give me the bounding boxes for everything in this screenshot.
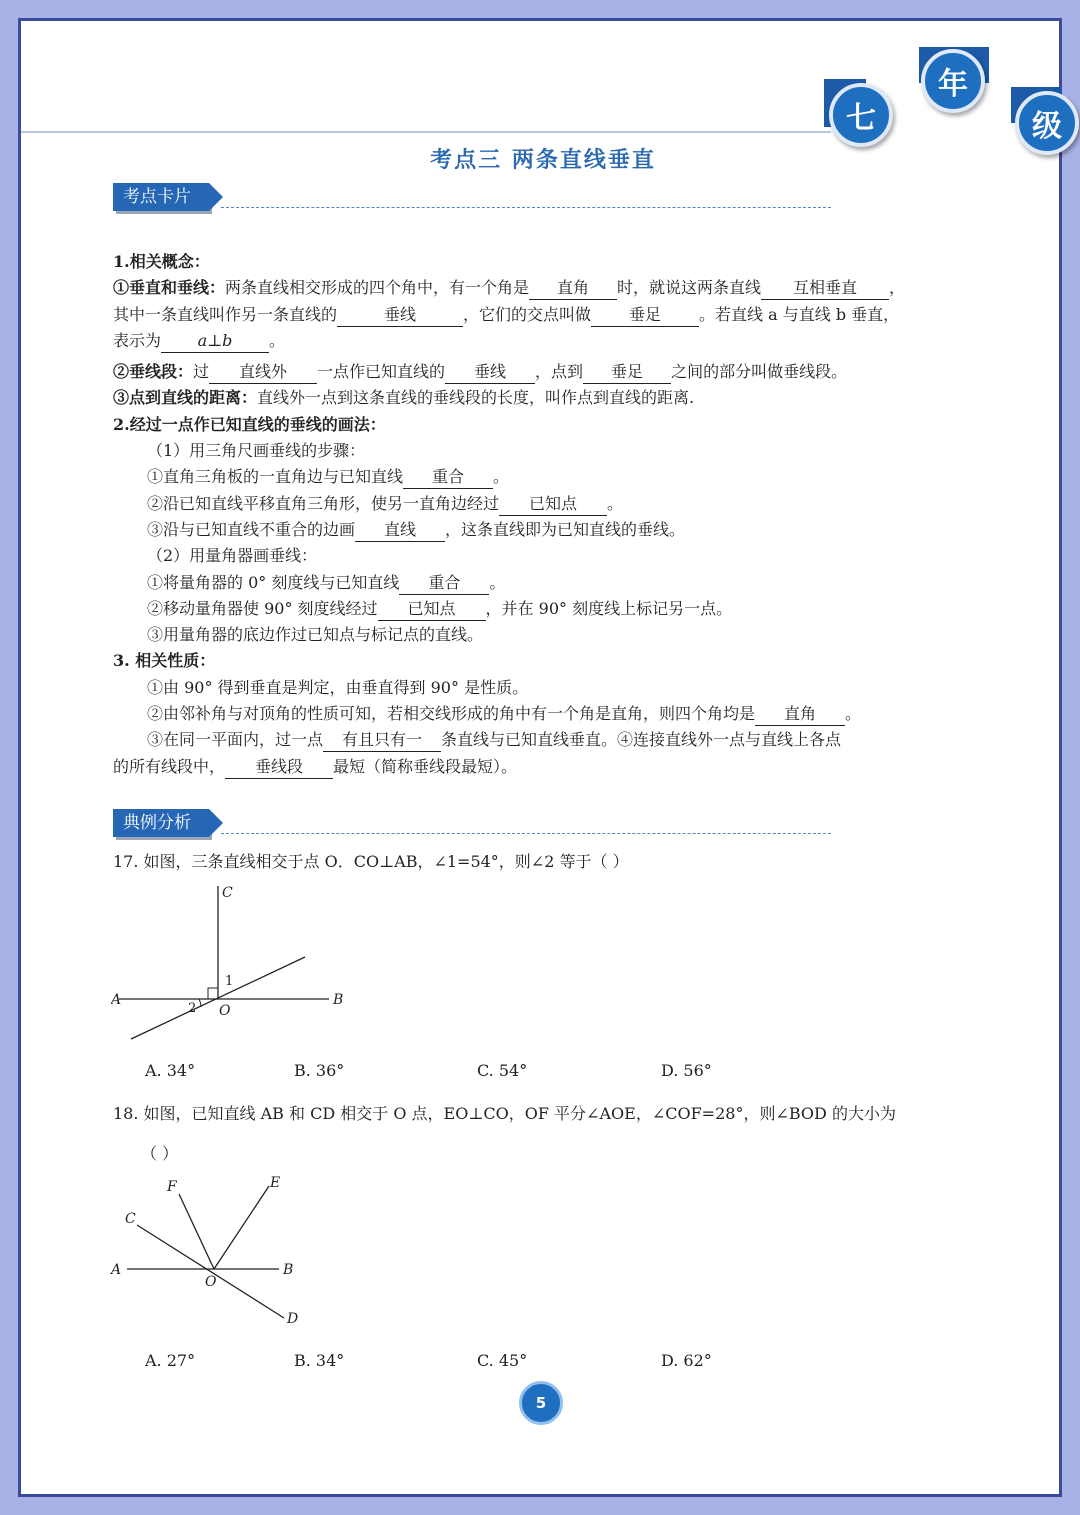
q18-option-d[interactable]: D. 62° <box>661 1351 712 1370</box>
figure-q18 <box>109 1176 329 1336</box>
text: 其中一条直线叫作另一条直线的 <box>113 304 338 324</box>
term-distance: ③点到直线的距离： <box>113 388 258 408</box>
text: （1）用三角尺画垂线的步骤： <box>147 441 366 461</box>
text: ，这条直线即为已知直线的垂线。 <box>445 519 686 539</box>
text: 。若直线 a 与直线 b 垂直， <box>699 304 900 324</box>
answer-blank: 垂线 <box>337 304 463 327</box>
answer-blank: 重合 <box>403 466 493 489</box>
line-cd <box>137 1225 284 1318</box>
text: 。 <box>607 493 624 513</box>
term-perpendicular-segment: ②垂线段： <box>113 362 194 382</box>
text: 表示为 <box>113 330 162 350</box>
label-o: O <box>205 1274 217 1290</box>
answer-blank: a⊥b <box>161 330 269 353</box>
q18-option-a[interactable]: A. 27° <box>145 1351 196 1370</box>
label-a: A <box>111 1262 122 1278</box>
answer-blank: 重合 <box>399 572 489 595</box>
section-divider <box>221 833 831 834</box>
figure-q17 <box>111 881 351 1041</box>
heading-drawing: 2.经过一点作已知直线的垂线的画法： <box>113 414 386 434</box>
answer-blank: 垂线 <box>445 361 535 384</box>
text: ③用量角器的底边作过已知点与标记点的直线。 <box>147 625 484 645</box>
text: （2）用量角器画垂线： <box>147 546 318 566</box>
label-d: D <box>287 1311 299 1327</box>
section-tag-card: 考点卡片 <box>113 183 209 211</box>
header-rule <box>21 131 831 133</box>
answer-blank: 垂线段 <box>225 756 333 779</box>
q17-option-d[interactable]: D. 56° <box>661 1061 712 1080</box>
label-e: E <box>270 1176 281 1191</box>
answer-blank: 有且只有一 <box>323 729 441 752</box>
ray-oe <box>214 1186 269 1269</box>
q17-option-b[interactable]: B. 36° <box>294 1061 345 1080</box>
answer-blank: 垂足 <box>591 304 699 327</box>
grade-badge-qi <box>829 83 893 147</box>
answer-blank: 互相垂直 <box>761 277 889 300</box>
text: 条直线与已知直线垂直。④连接直线外一点与直线上各点 <box>441 730 842 750</box>
question-17-stem: 17. 如图，三条直线相交于点 O．CO⊥AB，∠1=54°，则∠2 等于（ ） <box>113 852 629 871</box>
text: ①将量角器的 0° 刻度线与已知直线 <box>147 572 400 592</box>
label-f: F <box>167 1179 177 1195</box>
right-angle-mark <box>208 988 218 999</box>
q17-option-c[interactable]: C. 54° <box>477 1061 528 1080</box>
text: ， <box>889 278 906 298</box>
text: 一点作已知直线的 <box>317 362 446 382</box>
page-sheet <box>18 18 1062 1497</box>
text: 。 <box>493 467 510 487</box>
page-number-badge: 5 <box>519 1381 563 1425</box>
text: ，并在 90° 刻度线上标记另一点。 <box>485 598 733 618</box>
label-angle-2: 2 <box>188 1001 197 1016</box>
text: ①由 90° 得到垂直是判定，由垂直得到 90° 是性质。 <box>147 677 529 697</box>
label-b: B <box>333 992 344 1008</box>
text: 直线外一点到这条直线的垂线段的长度，叫作点到直线的距离. <box>257 388 695 408</box>
grade-badge-nian <box>921 49 985 113</box>
text: 之间的部分叫做垂线段。 <box>671 362 848 382</box>
label-c: C <box>125 1211 136 1227</box>
text: 两条直线相交形成的四个角中，有一个角是 <box>225 278 530 298</box>
text: ，它们的交点叫做 <box>463 304 592 324</box>
heading-properties: 3. 相关性质： <box>113 651 216 671</box>
text: 。 <box>269 330 286 350</box>
text: ，点到 <box>535 362 584 382</box>
heading-concepts: 1.相关概念： <box>113 252 210 271</box>
text: 的所有线段中， <box>113 756 226 776</box>
answer-blank: 已知点 <box>378 598 486 621</box>
answer-blank: 直线 <box>355 519 445 542</box>
question-18-stem: 18. 如图，已知直线 AB 和 CD 相交于 O 点，EO⊥CO，OF 平分∠AOE，∠COF=28°，则∠BOD 的大小为 <box>113 1104 896 1123</box>
text: ①直角三角板的一直角边与已知直线 <box>147 467 404 487</box>
term-perpendicular: ①垂直和垂线： <box>113 278 226 298</box>
badge-text: 级 <box>1032 109 1062 144</box>
text: 时，就说这两条直线 <box>617 278 762 298</box>
label-a: A <box>111 992 122 1008</box>
label-angle-1: 1 <box>225 974 234 989</box>
answer-blank: 直角 <box>529 277 617 300</box>
text: 。 <box>489 572 506 592</box>
question-18-paren: （ ） <box>141 1144 179 1163</box>
section-tag-example: 典例分析 <box>113 809 209 837</box>
label-c: C <box>222 885 233 901</box>
q17-option-a[interactable]: A. 34° <box>145 1061 196 1080</box>
label-o: O <box>219 1003 231 1019</box>
concepts-block <box>113 249 983 780</box>
text: 最短（简称垂线段最短）。 <box>333 756 518 776</box>
answer-blank: 垂足 <box>583 361 671 384</box>
text: ③沿与已知直线不重合的边画 <box>147 519 356 539</box>
section-divider <box>221 207 831 208</box>
text: ②沿已知直线平移直角三角形，使另一直角边经过 <box>147 493 500 513</box>
badge-text: 年 <box>938 67 968 102</box>
ray-of <box>179 1194 214 1269</box>
answer-blank: 已知点 <box>499 493 607 516</box>
badge-text: 七 <box>846 101 876 136</box>
text: 。 <box>845 704 862 724</box>
text: ③在同一平面内，过一点 <box>147 730 324 750</box>
label-b: B <box>283 1262 294 1278</box>
page-title: 考点三 两条直线垂直 <box>430 147 656 173</box>
answer-blank: 直角 <box>755 703 845 726</box>
q18-option-c[interactable]: C. 45° <box>477 1351 528 1370</box>
text: ②移动量角器使 90° 刻度线经过 <box>147 598 378 618</box>
q18-option-b[interactable]: B. 34° <box>294 1351 345 1370</box>
text: ②由邻补角与对顶角的性质可知，若相交线形成的角中有一个角是直角，则四个角均是 <box>147 704 756 724</box>
text: 过 <box>193 362 210 382</box>
answer-blank: 直线外 <box>209 361 317 384</box>
